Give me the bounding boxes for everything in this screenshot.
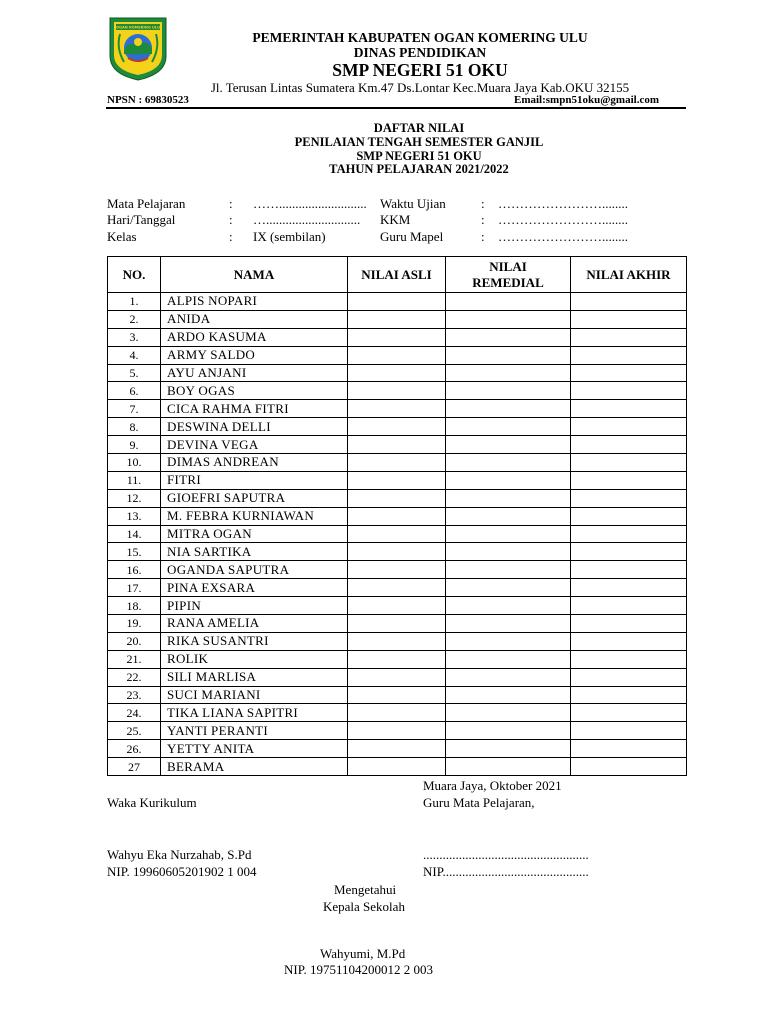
cell-nilai-remedial <box>446 615 571 633</box>
table-row <box>108 507 687 525</box>
cell-no: 25. <box>108 722 161 740</box>
table-row <box>108 436 687 454</box>
acknowledged-label: Mengetahui <box>334 882 397 897</box>
cell-nilai-remedial <box>446 310 571 328</box>
npsn: NPSN : 69830523 <box>107 94 189 106</box>
cell-no: 23. <box>108 686 161 704</box>
header-nilai-asli: NILAI ASLI <box>348 257 446 293</box>
header-nama: NAMA <box>161 257 348 293</box>
header-no: NO. <box>108 257 161 293</box>
school-email: Email:smpn51oku@gmail.com <box>514 94 659 106</box>
logo-text: OGAN KOMERING ULU <box>115 25 161 30</box>
cell-name: OGANDA SAPUTRA <box>161 561 348 579</box>
cell-nilai-remedial <box>446 650 571 668</box>
header-department: DINAS PENDIDIKAN <box>353 45 487 60</box>
cell-nilai-asli <box>348 597 446 615</box>
cell-nilai-remedial <box>446 507 571 525</box>
grade-table <box>107 256 687 776</box>
cell-nilai-akhir <box>571 686 687 704</box>
cell-name: ARDO KASUMA <box>161 328 348 346</box>
cell-nilai-asli <box>348 436 446 454</box>
cell-name: PIPIN <box>161 597 348 615</box>
cell-nilai-akhir <box>571 400 687 418</box>
doc-academic-year: TAHUN PELAJARAN 2021/2022 <box>329 162 509 176</box>
cell-nilai-akhir <box>571 615 687 633</box>
cell-nilai-asli <box>348 561 446 579</box>
cell-nilai-akhir <box>571 758 687 776</box>
cell-nilai-akhir <box>571 418 687 436</box>
cell-name: M. FEBRA KURNIAWAN <box>161 507 348 525</box>
table-row <box>108 543 687 561</box>
cell-nilai-asli <box>348 543 446 561</box>
cell-nilai-remedial <box>446 525 571 543</box>
place-date: Muara Jaya, Oktober 2021 <box>423 778 562 793</box>
cell-nilai-akhir <box>571 507 687 525</box>
cell-nilai-asli <box>348 454 446 472</box>
table-row <box>108 704 687 722</box>
cell-nilai-remedial <box>446 489 571 507</box>
left-signer-nip: NIP. 19960605201902 1 004 <box>107 864 257 879</box>
cell-nilai-asli <box>348 507 446 525</box>
cell-nilai-akhir <box>571 561 687 579</box>
table-row <box>108 471 687 489</box>
cell-nilai-remedial <box>446 382 571 400</box>
cell-no: 19. <box>108 615 161 633</box>
cell-nilai-akhir <box>571 632 687 650</box>
cell-no: 3. <box>108 328 161 346</box>
cell-name: MITRA OGAN <box>161 525 348 543</box>
cell-no: 14. <box>108 525 161 543</box>
cell-name: SUCI MARIANI <box>161 686 348 704</box>
cell-name: YANTI PERANTI <box>161 722 348 740</box>
table-row <box>108 668 687 686</box>
cell-nilai-remedial <box>446 561 571 579</box>
cell-name: ANIDA <box>161 310 348 328</box>
right-role: Guru Mata Pelajaran, <box>423 795 535 810</box>
cell-nilai-asli <box>348 579 446 597</box>
cell-nilai-akhir <box>571 328 687 346</box>
cell-no: 27 <box>108 758 161 776</box>
cell-name: AYU ANJANI <box>161 364 348 382</box>
cell-no: 13. <box>108 507 161 525</box>
table-row <box>108 579 687 597</box>
cell-name: DIMAS ANDREAN <box>161 454 348 472</box>
cell-name: BERAMA <box>161 758 348 776</box>
cell-nilai-asli <box>348 346 446 364</box>
table-body <box>108 293 687 776</box>
cell-no: 1. <box>108 293 161 311</box>
cell-name: TIKA LIANA SAPITRI <box>161 704 348 722</box>
cell-no: 16. <box>108 561 161 579</box>
cell-no: 21. <box>108 650 161 668</box>
cell-name: FITRI <box>161 471 348 489</box>
cell-nilai-remedial <box>446 543 571 561</box>
cell-nilai-asli <box>348 489 446 507</box>
cell-nilai-remedial <box>446 597 571 615</box>
cell-nilai-remedial <box>446 686 571 704</box>
cell-nilai-asli <box>348 668 446 686</box>
cell-nilai-remedial <box>446 436 571 454</box>
cell-name: CICA RAHMA FITRI <box>161 400 348 418</box>
cell-name: BOY OGAS <box>161 382 348 400</box>
cell-nilai-akhir <box>571 471 687 489</box>
cell-nilai-remedial <box>446 704 571 722</box>
cell-nilai-asli <box>348 615 446 633</box>
table-row <box>108 632 687 650</box>
cell-nilai-akhir <box>571 579 687 597</box>
cell-nilai-akhir <box>571 722 687 740</box>
table-row <box>108 650 687 668</box>
cell-nilai-remedial <box>446 364 571 382</box>
table-row <box>108 615 687 633</box>
table-row <box>108 489 687 507</box>
table-row <box>108 382 687 400</box>
header-school-name: SMP NEGERI 51 OKU <box>332 60 508 80</box>
table-row <box>108 293 687 311</box>
cell-no: 4. <box>108 346 161 364</box>
cell-nilai-asli <box>348 382 446 400</box>
cell-no: 26. <box>108 740 161 758</box>
cell-name: SILI MARLISA <box>161 668 348 686</box>
header-government: PEMERINTAH KABUPATEN OGAN KOMERING ULU <box>252 30 588 45</box>
right-signer-nip: NIP............................................. <box>423 864 589 879</box>
table-row <box>108 561 687 579</box>
cell-nilai-akhir <box>571 543 687 561</box>
cell-nilai-remedial <box>446 328 571 346</box>
cell-nilai-asli <box>348 328 446 346</box>
doc-title: DAFTAR NILAI <box>373 121 465 135</box>
cell-nilai-asli <box>348 471 446 489</box>
cell-nilai-asli <box>348 722 446 740</box>
cell-nilai-akhir <box>571 436 687 454</box>
cell-nilai-remedial <box>446 454 571 472</box>
cell-name: DESWINA DELLI <box>161 418 348 436</box>
cell-nilai-remedial <box>446 579 571 597</box>
header-divider <box>106 107 686 109</box>
cell-nilai-remedial <box>446 400 571 418</box>
cell-nilai-asli <box>348 525 446 543</box>
cell-no: 22. <box>108 668 161 686</box>
cell-name: RANA AMELIA <box>161 615 348 633</box>
header-nilai-remedial: NILAI REMEDIAL <box>446 257 571 293</box>
cell-no: 10. <box>108 454 161 472</box>
cell-nilai-akhir <box>571 597 687 615</box>
principal-name: Wahyumi, M.Pd <box>320 946 406 961</box>
cell-nilai-asli <box>348 418 446 436</box>
cell-name: PINA EXSARA <box>161 579 348 597</box>
table-row <box>108 686 687 704</box>
table-row <box>108 364 687 382</box>
cell-name: RIKA SUSANTRI <box>161 632 348 650</box>
cell-nilai-akhir <box>571 650 687 668</box>
table-row <box>108 346 687 364</box>
cell-nilai-akhir <box>571 525 687 543</box>
cell-nilai-remedial <box>446 346 571 364</box>
cell-nilai-remedial <box>446 632 571 650</box>
cell-nilai-asli <box>348 650 446 668</box>
cell-nilai-remedial <box>446 293 571 311</box>
table-row <box>108 418 687 436</box>
table-row <box>108 597 687 615</box>
cell-no: 8. <box>108 418 161 436</box>
cell-no: 18. <box>108 597 161 615</box>
table-row <box>108 740 687 758</box>
cell-no: 17. <box>108 579 161 597</box>
cell-no: 15. <box>108 543 161 561</box>
cell-nilai-asli <box>348 364 446 382</box>
table-row <box>108 758 687 776</box>
cell-no: 11. <box>108 471 161 489</box>
left-role: Waka Kurikulum <box>107 795 197 810</box>
cell-nilai-akhir <box>571 346 687 364</box>
doc-school: SMP NEGERI 51 OKU <box>356 149 482 163</box>
cell-name: GIOEFRI SAPUTRA <box>161 489 348 507</box>
cell-name: ALPIS NOPARI <box>161 293 348 311</box>
cell-nilai-asli <box>348 310 446 328</box>
cell-nilai-akhir <box>571 704 687 722</box>
cell-nilai-asli <box>348 400 446 418</box>
cell-name: YETTY ANITA <box>161 740 348 758</box>
cell-no: 24. <box>108 704 161 722</box>
cell-nilai-remedial <box>446 471 571 489</box>
cell-nilai-akhir <box>571 668 687 686</box>
cell-nilai-asli <box>348 632 446 650</box>
table-header-row <box>108 257 687 293</box>
cell-no: 2. <box>108 310 161 328</box>
cell-nilai-akhir <box>571 364 687 382</box>
cell-no: 9. <box>108 436 161 454</box>
left-signer-name: Wahyu Eka Nurzahab, S.Pd <box>107 847 252 862</box>
cell-nilai-akhir <box>571 740 687 758</box>
cell-no: 20. <box>108 632 161 650</box>
cell-name: ROLIK <box>161 650 348 668</box>
cell-name: DEVINA VEGA <box>161 436 348 454</box>
cell-nilai-remedial <box>446 758 571 776</box>
cell-name: NIA SARTIKA <box>161 543 348 561</box>
cell-nilai-remedial <box>446 418 571 436</box>
cell-nilai-akhir <box>571 382 687 400</box>
header-address: Jl. Terusan Lintas Sumatera Km.47 Ds.Lontar Kec.Muara Jaya Kab.OKU 32155 <box>210 80 630 95</box>
cell-nilai-asli <box>348 704 446 722</box>
table-row <box>108 400 687 418</box>
cell-nilai-asli <box>348 758 446 776</box>
cell-nilai-remedial <box>446 668 571 686</box>
table-row <box>108 454 687 472</box>
cell-no: 12. <box>108 489 161 507</box>
table-row <box>108 525 687 543</box>
cell-nilai-remedial <box>446 722 571 740</box>
cell-nilai-akhir <box>571 310 687 328</box>
header-nilai-akhir: NILAI AKHIR <box>571 257 687 293</box>
cell-no: 7. <box>108 400 161 418</box>
principal-nip: NIP. 19751104200012 2 003 <box>284 962 434 977</box>
cell-nilai-asli <box>348 293 446 311</box>
table-row <box>108 722 687 740</box>
cell-nilai-remedial <box>446 740 571 758</box>
cell-no: 6. <box>108 382 161 400</box>
cell-nilai-akhir <box>571 293 687 311</box>
right-signer-name: ................................................... <box>423 847 589 862</box>
table-row <box>108 310 687 328</box>
cell-nilai-akhir <box>571 454 687 472</box>
cell-nilai-asli <box>348 740 446 758</box>
cell-nilai-akhir <box>571 489 687 507</box>
table-row <box>108 328 687 346</box>
cell-name: ARMY SALDO <box>161 346 348 364</box>
doc-subtitle: PENILAIAN TENGAH SEMESTER GANJIL <box>294 135 544 149</box>
cell-nilai-asli <box>348 686 446 704</box>
cell-no: 5. <box>108 364 161 382</box>
principal-role: Kepala Sekolah <box>323 899 405 914</box>
